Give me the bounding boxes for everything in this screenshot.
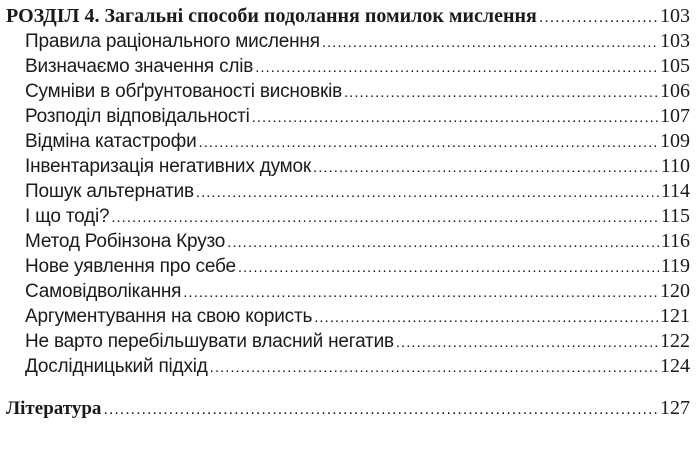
toc-entry-title: Розподіл відповідальності <box>25 106 250 127</box>
dot-leader <box>196 180 659 205</box>
toc-entry <box>6 204 690 229</box>
toc-entry <box>6 104 690 129</box>
toc-entry-page: 103 <box>660 30 690 52</box>
toc-entry-page: 120 <box>660 280 690 302</box>
toc-bibliography <box>6 396 690 421</box>
toc-entry-page: 116 <box>660 230 690 252</box>
toc-entry-page: 119 <box>660 255 690 277</box>
toc-entry <box>6 354 690 379</box>
toc-entry-page: 107 <box>660 105 690 127</box>
toc-entry <box>6 179 690 204</box>
toc-entry-title: Сумніви в обґрунтованості висновків <box>25 81 343 102</box>
dot-leader <box>314 305 658 330</box>
toc-entry-title: Аргументування на свою користь <box>25 306 313 327</box>
dot-leader <box>396 330 658 355</box>
toc-entry <box>6 279 690 304</box>
toc-entry <box>6 54 690 79</box>
toc-entry-page: 106 <box>660 80 690 102</box>
toc-entry <box>6 229 690 254</box>
toc-entry-page: 105 <box>660 55 690 77</box>
toc-entry <box>6 79 690 104</box>
toc-entry <box>6 129 690 154</box>
toc-entry-title: Метод Робінзона Крузо <box>25 231 226 252</box>
toc-entry-title: Самовідволікання <box>25 281 182 302</box>
toc-entry <box>6 29 690 54</box>
toc-entry-page: 110 <box>660 155 690 177</box>
toc-entry-title: Пошук альтернатив <box>25 181 194 202</box>
section-page-number: 103 <box>660 5 690 27</box>
dot-leader <box>111 205 658 230</box>
toc-entry-title: І що тоді? <box>25 206 110 227</box>
table-of-contents <box>6 4 690 421</box>
bibliography-title: Література <box>6 398 102 419</box>
toc-entry-title: Відміна катастрофи <box>25 131 197 152</box>
dot-leader <box>103 397 658 422</box>
toc-entry-page: 109 <box>660 130 690 152</box>
dot-leader <box>252 105 658 130</box>
toc-entry-page: 115 <box>660 205 690 227</box>
dot-leader <box>199 130 658 155</box>
toc-entry-title: Дослідницький підхід <box>25 356 208 377</box>
toc-entry-title: Визначаємо значення слів <box>25 56 254 77</box>
toc-entry <box>6 254 690 279</box>
bibliography-page-number: 127 <box>660 397 690 419</box>
toc-entry-title: Інвентаризація негативних думок <box>25 156 312 177</box>
toc-entry-page: 121 <box>660 305 690 327</box>
toc-entry <box>6 304 690 329</box>
dot-leader <box>313 155 659 180</box>
section-spacer <box>6 379 690 396</box>
dot-leader <box>238 255 659 280</box>
toc-entry-page: 122 <box>660 330 690 352</box>
toc-section-heading <box>6 4 690 29</box>
toc-entry-title: Правила раціонального мислення <box>25 31 320 52</box>
dot-leader <box>183 280 658 305</box>
toc-entry <box>6 154 690 179</box>
toc-entry-title: Не варто перебільшувати власний негатив <box>25 331 394 352</box>
toc-entry-title: Нове уявлення про себе <box>25 256 236 277</box>
dot-leader <box>344 80 658 105</box>
dot-leader <box>539 5 658 30</box>
dot-leader <box>210 355 658 380</box>
toc-entry-page: 124 <box>660 355 690 377</box>
dot-leader <box>255 55 658 80</box>
section-title: РОЗДІЛ 4. Загальні способи подолання помилок мислення <box>6 5 537 27</box>
dot-leader <box>227 230 659 255</box>
toc-entry <box>6 329 690 354</box>
dot-leader <box>322 30 658 55</box>
toc-entry-page: 114 <box>660 180 690 202</box>
